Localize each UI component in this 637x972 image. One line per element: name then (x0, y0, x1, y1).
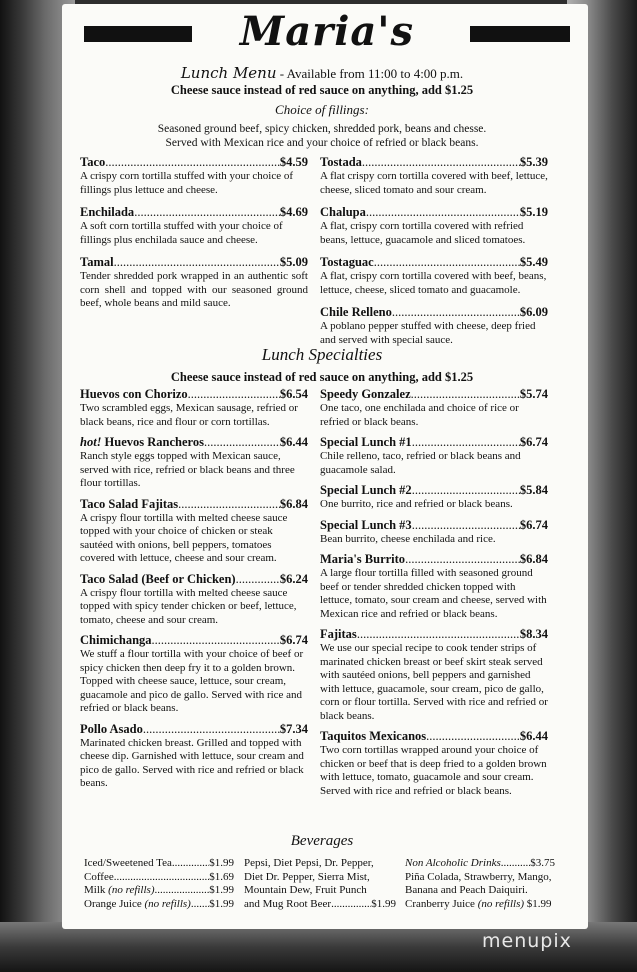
item-description: A crispy corn tortilla stuffed with your choice of fillings plus lettuce and cheese. (80, 170, 294, 196)
lunch-cheese-note: Cheese sauce instead of red sauce on anything, add $1.25 (170, 83, 474, 97)
item-name: Taquitos Mexicanos (320, 729, 427, 743)
item-description: Tender shredded pork wrapped in an authentic soft corn shell and topped with our seasoned ground beef, whole beans and mild sauce. (80, 270, 308, 309)
daiquiri-line-2: Banana and Peach Daiquiri. (405, 884, 528, 896)
menu-item (320, 387, 548, 429)
soda-line-1: Pepsi, Diet Pepsi, Dr. Pepper, (244, 857, 374, 869)
item-description: Bean burrito, cheese enchilada and rice. (320, 532, 496, 545)
item-price: $4.69 (279, 205, 308, 219)
menu-item (80, 155, 308, 197)
item-description: We stuff a flour tortilla with your choice of beef or spicy chicken then deep fry it to a golden brown. Topped with cheese sauce, lettuce, sour cream, guacamole and pico de gallo. Served with rice and refried or black beans. (80, 648, 304, 714)
item-description: One taco, one enchilada and choice of rice or refried or black beans. (320, 402, 519, 428)
item-price: $6.74 (519, 517, 548, 532)
item-description: A flat crispy corn tortilla covered with beef, lettuce, cheese, sliced tomato and sour cream. (320, 170, 548, 196)
item-name: Huevos con Chorizo (80, 387, 188, 401)
item-name: Speedy Gonzalez (320, 387, 411, 401)
item-name: Special Lunch #2 (320, 483, 412, 497)
item-name: Taco Salad Fajitas (80, 496, 179, 511)
item-price: $5.74 (519, 387, 548, 401)
menu-item (80, 722, 308, 791)
beverage-note: (no refills) (144, 897, 191, 910)
item-price: $6.44 (519, 729, 548, 743)
item-description: A crispy flour tortilla with melted cheese sauce topped with your choice of chicken or steak sautéed with onions, bell peppers, tomatoes covered with lettuce, cheese and sour cream. (80, 511, 288, 564)
menu-item (320, 627, 548, 723)
item-price: $6.74 (519, 435, 548, 449)
item-price: $6.54 (279, 387, 308, 401)
beverage-row (405, 857, 555, 871)
item-price: $5.39 (519, 155, 548, 169)
daiquiri-line-1: Piña Colada, Strawberry, Mango, (405, 870, 552, 883)
non-alcoholic-label: Non Alcoholic Drinks (405, 857, 501, 869)
item-price: $5.49 (519, 255, 548, 269)
lunch-menu-heading (78, 64, 566, 82)
fillings-title: Choice of fillings: (275, 102, 369, 117)
menu-item (320, 552, 548, 621)
beverage-row (84, 884, 234, 898)
item-price: $6.09 (519, 305, 548, 319)
restaurant-title: Maria's (239, 8, 415, 55)
item-description: A poblano pepper stuffed with cheese, deep fried and served with special sauce. (320, 320, 536, 346)
specialties-cheese-note: Cheese sauce instead of red sauce on anything, add $1.25 (170, 370, 474, 384)
item-price: $5.84 (519, 483, 548, 497)
item-description: One burrito, rice and refried or black beans. (320, 498, 513, 510)
item-description: We use our special recipe to cook tender strips of marinated chicken breast or beef skirt steak served with sautéed onions, bell peppers and garnished with lettuce, guacamole, sour cream, pico de gallo, corn or flour tortilla. Served with rice and refried or black beans. (320, 642, 548, 722)
specialties-title: Lunch Specialties (261, 345, 383, 364)
item-price: $6.24 (279, 571, 308, 586)
menu-item (80, 387, 308, 429)
item-description: Ranch style eggs topped with Mexican sauce, served with rice, refried or black beans and three flour tortillas. (80, 450, 295, 489)
item-description: A large flour tortilla filled with seasoned ground beef or tender shredded chicken topped with lettuce, tomato, sour cream and cheese, served with Mexican rice and refried or black beans. (320, 567, 547, 620)
beverage-price: $1.69 (209, 870, 234, 883)
beverage-price: $1.99 (371, 897, 396, 910)
beverage-price: $1.99 (209, 857, 234, 869)
beverages-column-2 (244, 857, 396, 911)
lunch-right-column (320, 155, 548, 353)
menu-item (80, 205, 308, 247)
item-description: A flat, crispy corn tortilla covered with refried beans, lettuce, guacamole and sliced tomatoes. (320, 220, 526, 246)
beverage-note: (no refills) (477, 897, 525, 910)
hot-label: hot! (80, 435, 102, 449)
item-description: Chile relleno, taco, refried or black beans and guacamole salad. (320, 450, 521, 476)
item-name: Taco (80, 155, 106, 169)
beverage-row (84, 871, 234, 885)
menu-item (320, 518, 548, 547)
menu-header (78, 8, 576, 58)
beverages-title: Beverages (290, 833, 354, 849)
beverage-name: Cranberry Juice (405, 897, 475, 910)
specialties-left-column (80, 387, 308, 797)
item-description: Marinated chicken breast. Grilled and topped with cheese dip. Garnished with lettuce, sour cream and pico de gallo. Served with rice and refried or black beans. (80, 736, 304, 789)
lunch-availability: - Available from 11:00 to 4:00 p.m. (279, 66, 464, 81)
item-name: Tamal (80, 255, 114, 269)
menu-item (320, 729, 548, 798)
beverage-price: $1.99 (526, 897, 552, 910)
specialties-right-column (320, 387, 548, 804)
item-name: Chalupa (320, 205, 366, 219)
item-price: $6.84 (279, 496, 308, 511)
fillings-line-1: Seasoned ground beef, spicy chicken, shredded pork, beans and chesse. (157, 123, 487, 135)
item-description: Two corn tortillas wrapped around your choice of chicken or beef that is deep fried to a golden brown with lettuce, tomato, guacamole and sour cream. Served with rice and refried or black beans. (320, 744, 547, 797)
item-price: $8.34 (519, 627, 548, 641)
item-name: Taco Salad (Beef or Chicken) (80, 571, 236, 586)
item-price: $6.74 (279, 633, 308, 647)
beverage-name: Milk (84, 884, 106, 896)
item-description: Two scrambled eggs, Mexican sausage, refried or black beans, rice and flour or corn tortillas. (80, 402, 298, 428)
item-name: Tostada (320, 155, 362, 169)
item-price: $6.84 (519, 552, 548, 566)
menu-item (320, 483, 548, 512)
beverage-price: $3.75 (530, 857, 555, 869)
item-name: Enchilada (80, 205, 135, 219)
beverage-note: (no refills) (108, 884, 155, 896)
beverages-column-1 (84, 857, 234, 911)
soda-line-4: and Mug Root Beer (244, 897, 332, 910)
item-price: $7.34 (279, 721, 308, 736)
beverage-row (84, 898, 234, 912)
beverage-name: Coffee (84, 870, 114, 883)
item-price: $5.19 (519, 205, 548, 219)
menupix-watermark: menupix (482, 930, 572, 952)
item-name: Special Lunch #3 (320, 517, 412, 532)
item-name: Fajitas (320, 627, 357, 641)
beverage-row (244, 898, 396, 912)
beverage-row (405, 898, 555, 912)
item-name: Chimichanga (80, 633, 152, 647)
menu-item (80, 435, 308, 491)
lunch-menu-label: Lunch Menu (180, 64, 277, 82)
menu-item (320, 435, 548, 477)
item-name: Chile Relleno (320, 305, 392, 319)
beverage-price: $1.99 (209, 897, 234, 910)
beverages-column-3 (405, 857, 555, 911)
menu-item (320, 155, 548, 197)
item-price: $4.59 (279, 155, 308, 169)
item-price: $5.09 (279, 255, 308, 269)
menu-item (80, 572, 308, 628)
item-description: A crispy flour tortilla with melted cheese sauce topped with spicy tender chicken or beef, lettuce, tomato, cheese and sour cream. (80, 586, 297, 626)
beverage-row (84, 857, 234, 871)
soda-line-2: Diet Dr. Pepper, Sierra Mist, (244, 870, 370, 883)
menu-item (80, 633, 308, 716)
menu-item (320, 205, 548, 247)
item-name: Huevos Rancheros (104, 435, 204, 449)
beverage-name: Iced/Sweetened Tea (84, 857, 172, 869)
item-description: A soft corn tortilla stuffed with your choice of fillings plus enchilada sauce and cheese. (80, 220, 283, 246)
menu-item (320, 305, 548, 347)
item-description: A flat, crispy corn tortilla covered with beef, beans, lettuce, cheese, sliced tomato and guacamole. (320, 270, 547, 296)
fillings-line-2: Served with Mexican rice and your choice of refried or black beans. (165, 137, 479, 149)
item-name: Tostaguac (320, 255, 374, 269)
item-name: Pollo Asado (80, 721, 143, 736)
menu-item (320, 255, 548, 297)
beverage-name: Orange Juice (84, 897, 142, 910)
item-name: Maria's Burrito (320, 552, 406, 566)
lunch-left-column (80, 155, 308, 317)
menu-item (80, 255, 308, 311)
beverage-price: $1.99 (209, 884, 234, 896)
menu-item (80, 497, 308, 566)
item-price: $6.44 (279, 435, 308, 449)
soda-line-3: Mountain Dew, Fruit Punch (244, 884, 367, 896)
item-name: Special Lunch #1 (320, 435, 412, 449)
